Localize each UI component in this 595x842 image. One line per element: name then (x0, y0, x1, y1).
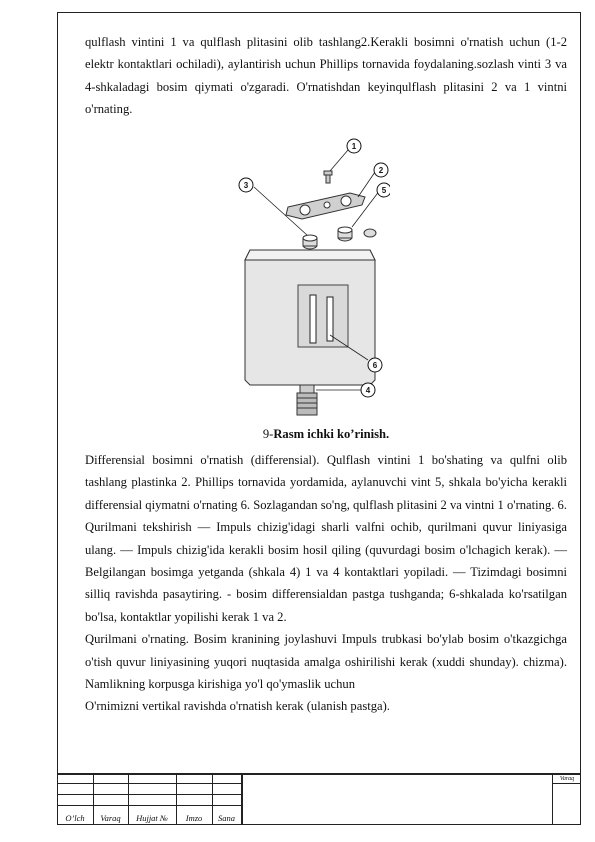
callout-5-label: 5 (381, 186, 387, 195)
device-body (245, 250, 375, 385)
paragraph-4: O'rnimizni vertikal ravishda o'rnatish kerak (ulanish pastga). (85, 699, 390, 714)
stamp-grid (57, 773, 242, 825)
stamp-label-varaq: Varaq (100, 813, 121, 823)
pressure-switch-figure (230, 135, 390, 420)
figure-caption (85, 427, 567, 442)
locking-plate (286, 193, 365, 219)
pressure-fitting (297, 385, 317, 415)
callout-2-label: 2 (378, 166, 384, 175)
caption-number: 9- (262, 427, 274, 441)
title-block (57, 773, 581, 825)
callout-4-label: 4 (365, 386, 371, 395)
callout-6-label: 6 (372, 361, 378, 370)
locking-screw (324, 171, 332, 183)
caption-title: Rasm ichki ko’rinish. (273, 427, 390, 441)
paragraph-3: Qurilmani o'rnating. Bosim kranining joylashuvi Impuls trubkasi bo'ylab bosim o'tkazgichga o'tish quvur liniyasining yuqori nuqtasida amalga oshirilishi kerak (xuddi shunday). chizma). Namlikning korpusga kirishiga yo'l qo'ymaslik uchun (85, 632, 567, 692)
stamp-label-olch: O’lch (65, 813, 85, 823)
paragraph-2: Differensial bosimni o'rnatish (differensial). Qulflash vintini 1 bo'shating va qulfni olib tashlang plastinka 2. Phillips tornavida yordamida, aylanuvchi vint 5, shkala bo'yicha kerakli differensial qiymatni o'rnating 6. Sozlagandan so'ng, qulflash plitasini 2 va vintni 1 o'rnating. 6. Qurilmani tekshirish — Impuls chizig'idagi sharli valfni ochib, qurilmani quvur liniyasiga ulang. — Impuls chizig'ida kerakli bosim hosil qiling (quvurdagi bosim o'lchagich kerak). — Belgilangan bosimga yetganda (shkala 4) 1 va 4 kontaktlari yopiladi. — Tizimdagi bosimni silliq ravishda pasaytiring. - bosim differensialdan pastga tushganda; 6-shkalada ko'rsatilgan bo'lsa, kontaktlar yopilishi kerak 1 va 2. (85, 453, 567, 624)
adjusting-screws (303, 227, 376, 249)
stamp-label-hujjat: Hujjat № (136, 813, 168, 823)
stamp-label-imzo: Imzo (185, 813, 203, 823)
sheet-number-box (552, 773, 581, 825)
body-text (85, 449, 567, 718)
stamp-label-sana: Sana (218, 813, 235, 823)
callout-1-label: 1 (351, 142, 357, 151)
callout-3-label: 3 (243, 181, 249, 190)
sheet-number-label: Varaq (559, 776, 575, 782)
paragraph-1 (85, 31, 567, 121)
paragraph-1-text: qulflash vintini 1 va qulflash plitasini olib tashlang2.Kerakli bosimni o'rnatish uchun (1-2 elektr kontaktlari ochiladi), aylantirish uchun Phillips tornavida foydalaning.sozlash vinti 3 va 4-shkaladagi bosim qiymati o'zgaradi. O'rnatishdan keyinqulflash plitasini 2 va 1 vintni o'rnating. (85, 35, 567, 117)
